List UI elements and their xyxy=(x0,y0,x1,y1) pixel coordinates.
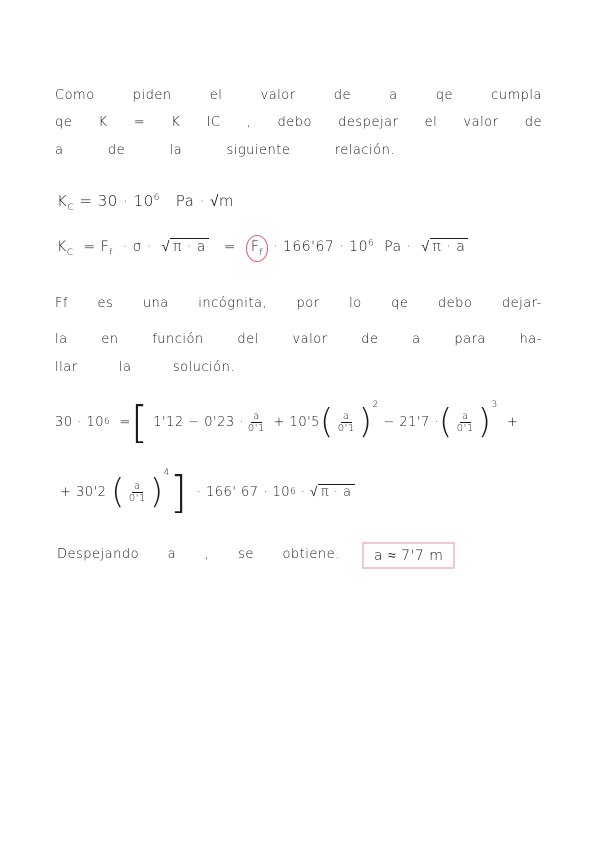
word: relación. xyxy=(334,143,395,158)
word: el xyxy=(209,88,223,103)
word: valor xyxy=(463,115,499,130)
word: despejar xyxy=(338,115,399,130)
word: el xyxy=(424,115,438,130)
word: Ff xyxy=(55,296,69,311)
word: de xyxy=(361,332,379,347)
word: a xyxy=(412,332,421,347)
word: función xyxy=(152,332,204,347)
word: la xyxy=(55,332,68,347)
final-result-box xyxy=(362,542,455,569)
word: debo xyxy=(437,296,473,311)
para1-line2 xyxy=(55,115,542,130)
word: K xyxy=(171,115,181,130)
para2-line1 xyxy=(55,296,542,311)
equation-polynomial-line2: + 30'2 ( $\frac{a}{0'1}$ ) $^4$ ] · 166' 67 · 10 6 · √ π · a xyxy=(60,468,355,516)
para2-line2 xyxy=(55,332,542,347)
word: la xyxy=(169,143,183,158)
word: por xyxy=(296,296,320,311)
final-result: a ≈ 7'7 m xyxy=(374,548,444,564)
word: a xyxy=(55,143,64,158)
word: en xyxy=(101,332,119,347)
equation-polynomial-line1: 30 · 10 6 = [ 1'12 − 0'23 · $\frac{a}{0'1}$ + 10'5 ( $\frac{a}{0'1}$ ) $^2$ − 21'7 · ( $\frac{a}{0'1}$ ) $^3$ + xyxy=(55,396,519,448)
word: IC xyxy=(206,115,221,130)
word: de xyxy=(524,115,542,130)
word: incógnita, xyxy=(198,296,268,311)
word: , xyxy=(246,115,252,130)
word: para xyxy=(454,332,486,347)
highlighted-ff: $F_f$ xyxy=(246,235,268,262)
word: la xyxy=(118,360,132,375)
word: = xyxy=(133,115,146,130)
equation-kc-value: $K_C = 30 \cdot 10^6$ Pa · √m xyxy=(57,192,235,213)
word: qe xyxy=(435,88,453,103)
word: cumpla xyxy=(491,88,542,103)
word: piden xyxy=(132,88,172,103)
word: debo xyxy=(277,115,312,130)
word: lo xyxy=(349,296,362,311)
word: llar xyxy=(55,360,78,375)
word: dejar- xyxy=(501,296,542,311)
word: una xyxy=(142,296,169,311)
word: Como xyxy=(55,88,95,103)
para1-line3 xyxy=(55,143,395,158)
word: siguiente xyxy=(226,143,291,158)
word: ha- xyxy=(519,332,542,347)
word: qe xyxy=(55,115,73,130)
word: es xyxy=(97,296,114,311)
word: a xyxy=(389,88,398,103)
word: de xyxy=(107,143,126,158)
word: solución. xyxy=(172,360,235,375)
equation-kc-formula: $K_C = F_f \cdot \sigma$ · √ π · a = $F_f \cdot 166'67 \cdot 10^6$ Pa · √ π · a xyxy=(57,235,468,262)
word: valor xyxy=(292,332,328,347)
word: de xyxy=(333,88,351,103)
word: K xyxy=(98,115,108,130)
para1-line1 xyxy=(55,88,542,103)
word: valor xyxy=(260,88,296,103)
word: qe xyxy=(391,296,409,311)
word: del xyxy=(237,332,259,347)
para2-line3 xyxy=(55,360,235,375)
final-statement: Despejando a , se obtiene. xyxy=(57,547,340,562)
